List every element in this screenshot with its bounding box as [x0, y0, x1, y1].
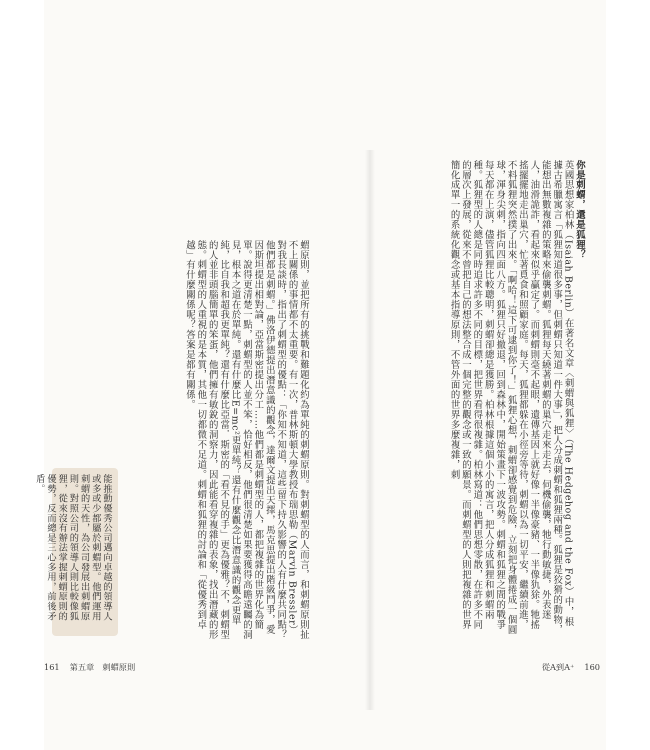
left-page-number: 161 [44, 662, 60, 672]
section-heading: 你是刺蝟，還是狐狸？ [574, 160, 585, 260]
right-running-head: 從A到A⁺ [541, 662, 575, 672]
left-running-head: 第五章 刺蝟原則 [69, 662, 136, 672]
sidebar-text: 能推動優秀公司邁向卓越的領導人或多或少都屬於刺蝟型。他們運用刺蝟的天性，為公司發展出刺蝟原則。對照公司的領導人則比較像狐狸，從來沒有辦法掌握刺蝟原則的優勢，反而總是三心多用，前後矛盾。 [33, 474, 112, 621]
right-page-text: 英國思想家柏林（Isaiah Berlin）在著名文章〈刺蝟與狐狸〉（The Hedgehog and the Fox）中，根據古希臘寓言「狐狸知道很多事，但刺蝟只知道一件大事」，把人分成刺蝟和狐狸兩種。狐狸是狡猾的動物，能想出無數複雜的策略來偷襲刺蝟。狐狸每天繞著刺蝟的巢穴走來走去，伺機偷襲，牠行動敏捷，外表迷人，油滑詭詐，看起來似乎贏定了。而刺蝟則毫不起眼，遺傳基因上就好像一半像豪豬、一半像犰狳。牠搖搖擺擺地走出巢穴，忙著覓食和照顧家庭。每天，狐狸都躲在小徑旁等待，刺蝟以為一切平安，繼續前進，不料狐狸突然撲了出來。「啊哈！這下可逮到你了！」狐狸心想，刺蝟卻感覺到危險，立刻把身體捲成一個圓球，渾身尖刺，指向四面八方。狐狸只好撤退，回到森林中，開始策畫下一波攻勢。刺蝟和狐狸之間的戰爭每天都在上演，儘管狐狸比較聰明，刺蝟卻總是獲勝。柏林根據這個小小的寓言，把人分成狐狸和刺蝟兩種。狐狸型的人總是同時追求許多不同的目標，把世界看得很複雜。柏林寫道：他們思想零散，在許多不同的層次上發展，從來不曾把自己的想法整合成一個完整的觀念或一致的願景。而刺蝟型的人則把複雜的世界簡化成單一的系統化觀念或基本指導原則，不管外面的世界多麼複雜，刺 [448, 160, 574, 635]
left-folio [44, 662, 135, 673]
right-folio [542, 662, 600, 673]
right-page-body [345, 160, 585, 635]
right-page-number: 160 [584, 662, 600, 672]
left-page-body: 蝟原則，並把所有的挑戰和難題化約為單純的刺蝟原則。對刺蝟型的人而言，和刺蝟原則扯不上關係的事情都不太重要。有一次，普林斯頓大學教授布瑞思勒（Marvin Bressler）對我長談時，指出了刺蝟型的優點：「你知不知道，這些留下持久影響的人有什麼共同點？他們都是刺蝟。」佛洛伊德提出潛意識的觀念，達爾文提出天擇，馬克思提出階級鬥爭，愛因斯坦提出相對論，亞當斯密提出分工……他們都是刺蝟型的人，都把複雜的世界化為簡單。說得更清楚一點，刺蝟型的人並不笨，恰好相反，他們很清楚如果要獲得高瞻遠矚的洞見，根本之道在於單純。還有什麼比E=mc²更單純？還有什麼觀念比潛意識的觀念更單純，比自我和超我更單純？還有什麼比亞當．斯密的「看不見的手」更為優雅？不，刺蝟型的人並非頭腦簡單的笨蛋，他們擁有敏銳的洞察力，因此能看穿複雜的表象，找出潛藏的形態。刺蝟型的人重視的是本質，其他一切都微不足道。刺蝟和狐狸的討論和「從優秀到卓越」有什麼關係呢？答案是都有關係。 [183, 240, 309, 640]
right-page [331, 0, 606, 750]
key-point-sidebar [33, 468, 118, 636]
left-page [33, 0, 324, 750]
